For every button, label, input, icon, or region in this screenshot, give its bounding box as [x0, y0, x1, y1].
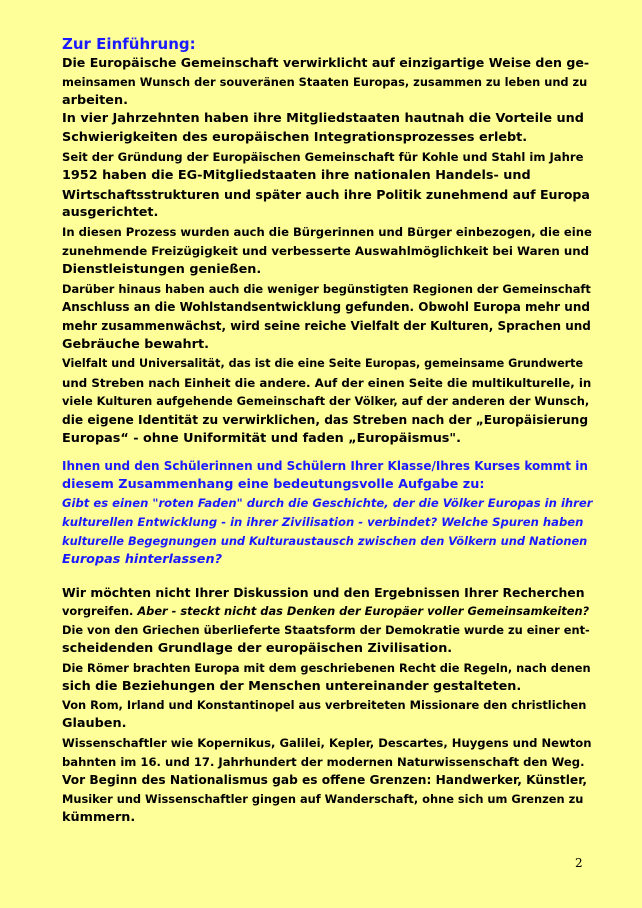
text-line: In vier Jahrzehnten haben ihre Mitgliedstaaten hautnah die Vorteile und: [62, 111, 584, 127]
text-line: Die von den Griechen überlieferte Staatsform der Demokratie wurde zu einer ent-: [62, 623, 590, 638]
text-line: scheidenden Grundlage der europäischen Zivilisation.: [62, 640, 453, 656]
text-line: Vielfalt und Universalität, das ist die eine Seite Europas, gemeinsame Grundwerte: [62, 356, 584, 370]
text-line: Von Rom, Irland und Konstantinopel aus verbreiteten Missionare den christlichen: [62, 698, 587, 713]
text-line: die eigene Identität zu verwirklichen, das Streben nach der „Europäisierung: [62, 413, 589, 428]
question-line: kulturelle Begegnungen und Kulturaustausch zwischen den Völkern und Nationen: [62, 533, 588, 548]
page-number: 2: [575, 856, 583, 870]
text-line: ausgerichtet.: [62, 205, 159, 221]
text-line: kümmern.: [62, 810, 136, 826]
text-line: Gebräuche bewahrt.: [62, 336, 209, 352]
question-line: Europas hinterlassen?: [62, 551, 223, 567]
text-line: sich die Beziehungen der Menschen untereinander gestalteten.: [62, 678, 522, 694]
text-line: Die Europäische Gemeinschaft verwirklicht auf einzigartige Weise den ge-: [62, 55, 590, 70]
text-line: Europas“ - ohne Uniformität und faden „Europäismus".: [62, 430, 461, 446]
text-line: Vor Beginn des Nationalismus gab es offene Grenzen: Handwerker, Künstler,: [62, 773, 588, 788]
text-line: viele Kulturen aufgehende Gemeinschaft der Völker, auf der anderen der Wunsch,: [62, 394, 590, 409]
question-line: Gibt es einen "roten Faden" durch die Geschichte, der die Völker Europas in ihrer: [62, 496, 593, 511]
text-line: und Streben nach Einheit die andere. Auf der einen Seite die multikulturelle, in: [62, 375, 592, 390]
document-body: [62, 34, 592, 828]
text-line: 1952 haben die EG-Mitgliedstaaten ihre nationalen Handels- und: [62, 167, 531, 183]
closing-paragraph: [62, 584, 592, 828]
text-line: Wissenschaftler wie Kopernikus, Galilei, Kepler, Descartes, Huygens und Newton: [62, 735, 592, 750]
text-line: bahnten im 16. und 17. Jahrhundert der modernen Naturwissenschaft den Weg.: [62, 754, 585, 769]
text-line: meinsamen Wunsch der souveränen Staaten Europas, zusammen zu leben und zu: [62, 74, 588, 89]
text-line: Musiker und Wissenschaftler gingen auf Wanderschaft, ohne sich um Grenzen zu: [62, 792, 584, 807]
text-line: Seit der Gründung der Europäischen Gemeinschaft für Kohle und Stahl im Jahre: [62, 149, 584, 164]
text-line: Wir möchten nicht Ihrer Diskussion und den Ergebnissen Ihrer Recherchen: [62, 584, 585, 600]
text-line-mixed: [62, 602, 592, 621]
text-line: Darüber hinaus haben auch die weniger begünstigten Regionen der Gemeinschaft: [62, 281, 591, 296]
task-paragraph: [62, 457, 592, 570]
text-line: Glauben.: [62, 716, 127, 732]
question-line: kulturellen Entwicklung - in ihrer Zivilisation - verbindet? Welche Spuren haben: [62, 515, 584, 530]
text-line: zunehmende Freizügigkeit und verbesserte Auswahlmöglichkeit bei Waren und: [62, 243, 590, 258]
text-line: Dienstleistungen genießen.: [62, 261, 262, 277]
text-line: arbeiten.: [62, 92, 128, 108]
text-line: Wirtschaftsstrukturen und später auch ihre Politik zunehmend auf Europa: [62, 186, 590, 202]
task-line: diesem Zusammenhang eine bedeutungsvolle Aufgabe zu:: [62, 476, 485, 492]
text-line: Die Römer brachten Europa mit dem geschriebenen Recht die Regeln, nach denen: [62, 660, 591, 675]
text-italic: Aber - steckt nicht das Denken der Europäer voller Gemeinsamkeiten?: [137, 604, 590, 619]
text-line: Schwierigkeiten des europäischen Integrationsprozesses erlebt.: [62, 130, 528, 146]
text-line: Anschluss an die Wohlstandsentwicklung gefunden. Obwohl Europa mehr und: [62, 300, 590, 315]
intro-paragraph: [62, 54, 592, 449]
text-line: mehr zusammenwächst, wird seine reiche Vielfalt der Kulturen, Sprachen und: [62, 319, 591, 334]
section-title: Zur Einführung:: [62, 35, 196, 53]
text-line: In diesen Prozess wurden auch die Bürgerinnen und Bürger einbezogen, die eine: [62, 225, 592, 240]
task-line: Ihnen und den Schülerinnen und Schülern Ihrer Klasse/Ihres Kurses kommt in: [62, 458, 588, 473]
text-plain: vorgreifen.: [62, 604, 138, 619]
